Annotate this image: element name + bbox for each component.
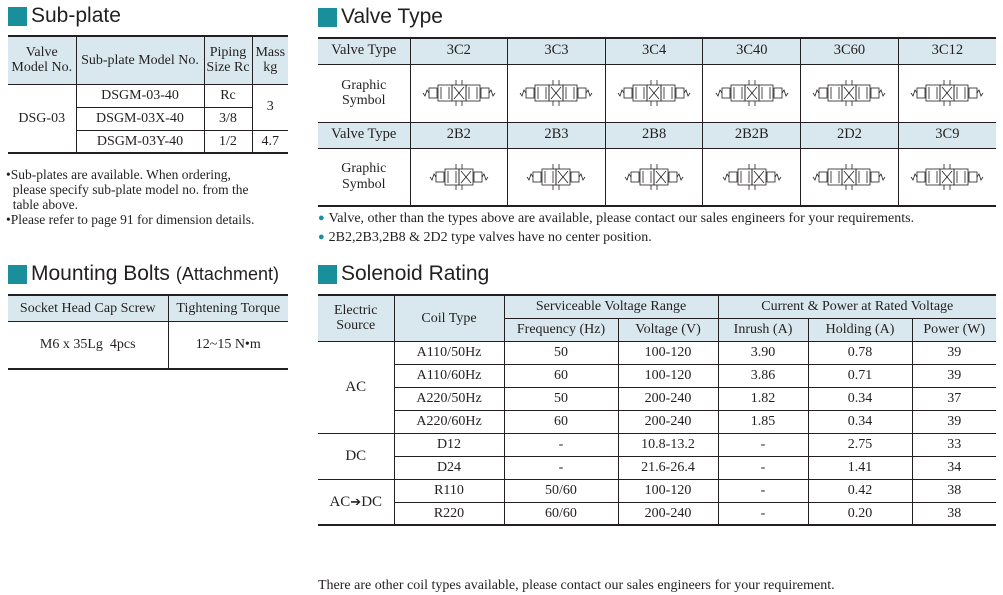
bolts-section-title [8, 262, 279, 286]
frequency-cell: - [504, 433, 618, 456]
voltage-cell: 100-120 [618, 479, 718, 502]
table-row [318, 364, 996, 387]
valve-type-cell: 2D2 [801, 122, 899, 148]
row-label: Valve Type [318, 38, 410, 64]
table-row [318, 387, 996, 410]
holding-cell: 0.34 [808, 410, 912, 433]
col-piping-size: Piping Size Rc [204, 36, 252, 84]
row-label [318, 148, 410, 206]
valve-symbol-icon [711, 80, 793, 106]
inrush-cell: 3.90 [718, 341, 808, 364]
valve-type-cell: 3C12 [898, 38, 996, 64]
voltage-cell: 10.8-13.2 [618, 433, 718, 456]
solenoid-section-title [318, 262, 489, 286]
inrush-cell: 1.85 [718, 410, 808, 433]
power-cell: 38 [912, 502, 996, 525]
note-line [318, 209, 914, 228]
inrush-cell: - [718, 479, 808, 502]
solenoid-title: Solenoid Rating [341, 262, 490, 285]
symbol-cell [801, 148, 899, 206]
valve-title: Valve Type [341, 5, 443, 28]
subplate-title: Sub-plate [31, 4, 121, 27]
table-row [318, 341, 996, 364]
holding-cell: 0.20 [808, 502, 912, 525]
symbol-cell [605, 64, 703, 122]
valve-type-row [318, 38, 996, 64]
col-subplate-model: Sub-plate Model No. [76, 36, 204, 84]
valve-type-cell: 3C4 [605, 38, 703, 64]
torque-cell: 12~15 N•m [168, 321, 288, 369]
valve-symbol-icon [808, 164, 890, 190]
col-frequency: Frequency (Hz) [504, 318, 618, 341]
table-row [8, 321, 288, 369]
section-square-icon [318, 265, 337, 284]
coil-cell: R110 [394, 479, 504, 502]
section-square-icon [318, 8, 337, 27]
valve-type-cell: 3C3 [508, 38, 606, 64]
valve-symbol-icon [613, 80, 695, 106]
symbol-cell [703, 64, 801, 122]
holding-cell: 2.75 [808, 433, 912, 456]
voltage-cell: 200-240 [618, 410, 718, 433]
symbol-cell [605, 148, 703, 206]
note-text: Valve, other than the types above are available, please contact our sales engineers for your requirements. [328, 211, 915, 226]
table-row [318, 456, 996, 479]
row-label: Valve Type [318, 122, 410, 148]
solenoid-rating-table [318, 294, 996, 526]
subplate-section-title [8, 4, 121, 28]
coil-cell: A110/60Hz [394, 364, 504, 387]
power-cell: 33 [912, 433, 996, 456]
subplate-model-cell: DSGM-03-40 [76, 84, 204, 107]
mass-cell: 3 [252, 84, 288, 130]
frequency-cell: 50 [504, 387, 618, 410]
holding-cell: 0.42 [808, 479, 912, 502]
bolts-title-suffix: (Attachment) [175, 263, 279, 284]
valve-type-cell: 3C2 [410, 38, 508, 64]
voltage-cell: 21.6-26.4 [618, 456, 718, 479]
symbol-label-1: Graphic [341, 161, 387, 177]
frequency-cell: 50/60 [504, 479, 618, 502]
col-mass: Mass kg [252, 36, 288, 84]
table-row [318, 502, 996, 525]
valve-symbol-icon [906, 164, 988, 190]
valve-type-table [318, 37, 996, 207]
valve-type-row [318, 122, 996, 148]
note-line: please specify sub-plate model no. from the [6, 182, 249, 197]
symbol-cell [508, 148, 606, 206]
col-inrush: Inrush (A) [718, 318, 808, 341]
subplate-table [8, 35, 288, 154]
inrush-cell: - [718, 456, 808, 479]
col-power: Power (W) [912, 318, 996, 341]
col-holding: Holding (A) [808, 318, 912, 341]
mass-cell: 4.7 [252, 130, 288, 153]
power-cell: 39 [912, 341, 996, 364]
note-line: •Please refer to page 91 for dimension details. [6, 212, 255, 227]
note-line: table above. [6, 197, 78, 212]
col-torque: Tightening Torque [168, 295, 288, 321]
power-cell: 34 [912, 456, 996, 479]
symbol-label-1: Graphic [341, 77, 387, 93]
frequency-cell: 60/60 [504, 502, 618, 525]
power-cell: 39 [912, 364, 996, 387]
power-cell: 38 [912, 479, 996, 502]
symbol-cell [898, 64, 996, 122]
graphic-symbol-row [318, 148, 996, 206]
holding-cell: 0.34 [808, 387, 912, 410]
coil-cell: D12 [394, 433, 504, 456]
bullet-dot-icon: ● [318, 231, 325, 243]
valve-model-cell: DSG-03 [8, 84, 76, 153]
valve-type-cell: 2B2 [410, 122, 508, 148]
subplate-notes [6, 167, 254, 227]
table-row [318, 433, 996, 456]
symbol-cell [508, 64, 606, 122]
valve-type-cell: 2B3 [508, 122, 606, 148]
symbol-cell [898, 148, 996, 206]
coil-cell: D24 [394, 456, 504, 479]
subplate-model-cell: DSGM-03X-40 [76, 107, 204, 130]
inrush-cell: 3.86 [718, 364, 808, 387]
valve-symbol-icon [906, 80, 988, 106]
note-line: •Sub-plates are available. When ordering, [6, 167, 231, 182]
piping-size-cell: Rc [204, 84, 252, 107]
screw-cell: M6 x 35Lg 4pcs [8, 321, 168, 369]
source-ac-label: AC [329, 493, 351, 510]
valve-symbol-icon [418, 80, 500, 106]
valve-symbol-icon [515, 80, 597, 106]
table-row [318, 479, 996, 502]
coil-cell: A220/50Hz [394, 387, 504, 410]
section-square-icon [8, 7, 27, 26]
col-electric-source: Electric Source [318, 295, 394, 341]
valve-type-cell: 3C40 [703, 38, 801, 64]
source-dc-label: DC [361, 493, 383, 510]
frequency-cell: 60 [504, 410, 618, 433]
bolts-title: Mounting Bolts [31, 262, 170, 285]
valve-type-cell: 3C9 [898, 122, 996, 148]
symbol-label-2: Symbol [341, 93, 386, 108]
valve-symbol-icon [521, 164, 591, 190]
graphic-symbol-row [318, 64, 996, 122]
power-cell: 39 [912, 410, 996, 433]
section-square-icon [8, 265, 27, 284]
symbol-cell [410, 64, 508, 122]
bolts-table [8, 294, 288, 370]
coil-cell: R220 [394, 502, 504, 525]
inrush-cell: - [718, 433, 808, 456]
col-voltage-range: Serviceable Voltage Range [504, 295, 718, 318]
piping-size-cell: 3/8 [204, 107, 252, 130]
note-line [318, 228, 914, 247]
holding-cell: 1.41 [808, 456, 912, 479]
bullet-dot-icon: ● [318, 212, 325, 224]
valve-symbol-icon [424, 164, 494, 190]
valve-section-title [318, 5, 443, 29]
valve-symbol-icon [808, 80, 890, 106]
inrush-cell: 1.82 [718, 387, 808, 410]
table-row [318, 410, 996, 433]
arrow-right-icon: ➔ [350, 493, 362, 509]
symbol-label-2: Symbol [341, 176, 386, 192]
subplate-model-cell: DSGM-03Y-40 [76, 130, 204, 153]
source-ac: AC [318, 341, 394, 433]
symbol-cell [410, 148, 508, 206]
frequency-cell: 60 [504, 364, 618, 387]
frequency-cell: - [504, 456, 618, 479]
source-ac-dc [318, 479, 394, 525]
col-voltage: Voltage (V) [618, 318, 718, 341]
valve-symbol-icon [717, 164, 787, 190]
inrush-cell: - [718, 502, 808, 525]
valve-notes [318, 209, 914, 247]
voltage-cell: 200-240 [618, 387, 718, 410]
table-row [8, 84, 288, 107]
col-valve-model: Valve Model No. [8, 36, 76, 84]
voltage-cell: 200-240 [618, 502, 718, 525]
valve-type-cell: 2B2B [703, 122, 801, 148]
valve-type-cell: 3C60 [801, 38, 899, 64]
col-current-power: Current & Power at Rated Voltage [718, 295, 996, 318]
coil-cell: A110/50Hz [394, 341, 504, 364]
symbol-cell [801, 64, 899, 122]
symbol-cell [703, 148, 801, 206]
valve-type-cell: 2B8 [605, 122, 703, 148]
row-label [318, 64, 410, 122]
coil-cell: A220/60Hz [394, 410, 504, 433]
valve-symbol-icon [619, 164, 689, 190]
voltage-cell: 100-120 [618, 341, 718, 364]
source-dc: DC [318, 433, 394, 479]
col-coil-type: Coil Type [394, 295, 504, 341]
solenoid-footer-note: There are other coil types available, please contact our sales engineers for your requirement. [318, 578, 835, 593]
note-text: 2B2,2B3,2B8 & 2D2 type valves have no center position. [328, 230, 652, 245]
voltage-cell: 100-120 [618, 364, 718, 387]
holding-cell: 0.78 [808, 341, 912, 364]
holding-cell: 0.71 [808, 364, 912, 387]
piping-size-cell: 1/2 [204, 130, 252, 153]
power-cell: 37 [912, 387, 996, 410]
col-screw: Socket Head Cap Screw [8, 295, 168, 321]
frequency-cell: 50 [504, 341, 618, 364]
